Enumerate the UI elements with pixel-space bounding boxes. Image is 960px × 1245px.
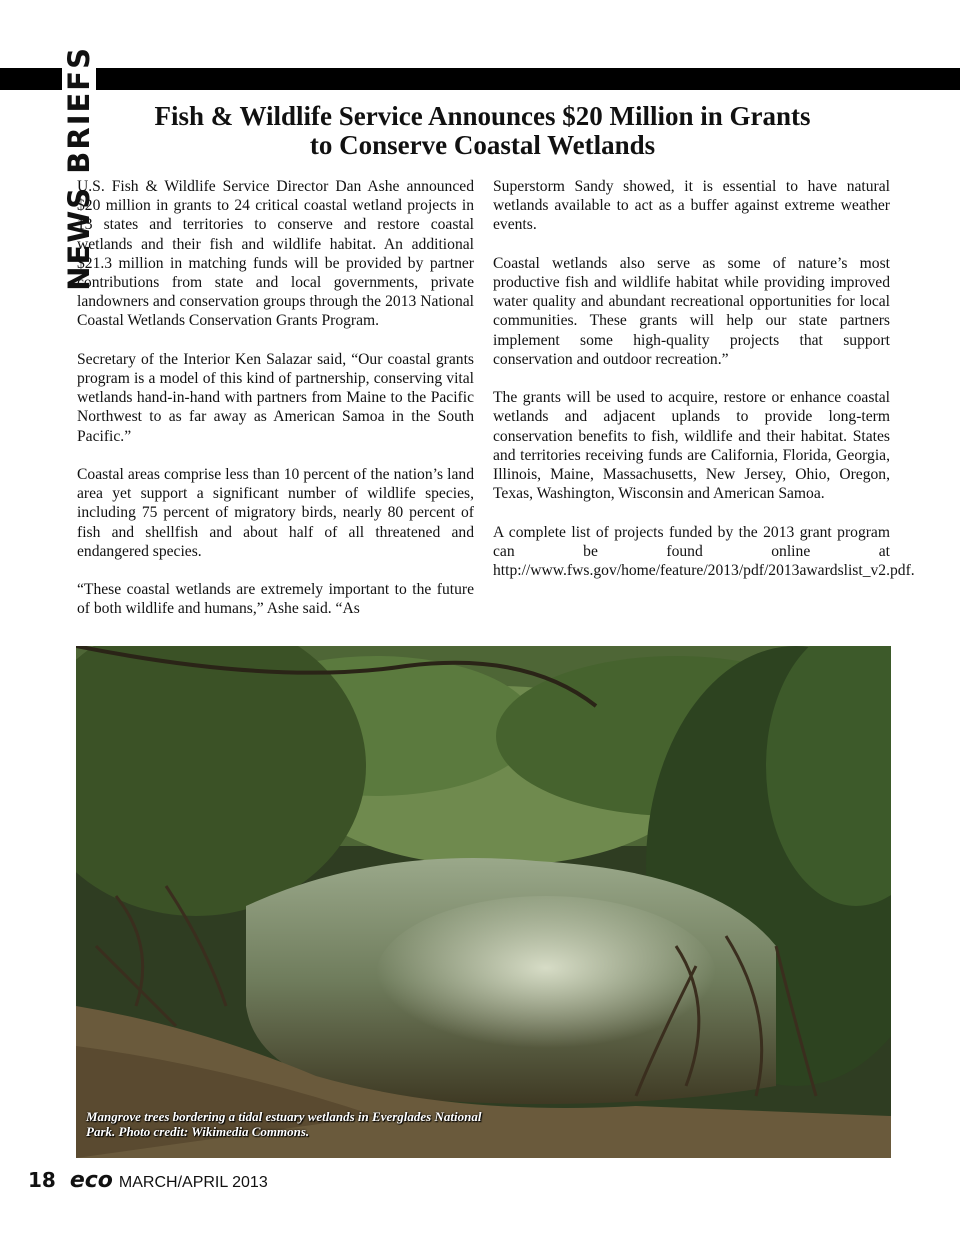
header-rule-bar [0, 68, 960, 90]
headline-line-2: to Conserve Coastal Wetlands [309, 130, 656, 160]
article-headline [110, 102, 855, 160]
paragraph: Secretary of the Interior Ken Salazar said, “Our coastal grants program is a model of this kind of partnership, conserving vital wetlands hand-in-hand with partners from Maine to the Pacific Northwest to as far away as American Samoa in the South Pacific.” [77, 350, 474, 445]
photo-caption: Mangrove trees bordering a tidal estuary wetlands in Everglades National Park. Photo credit: Wikimedia Commons. [86, 1109, 482, 1139]
headline-line-1: Fish & Wildlife Service Announces $20 Million in Grants [154, 101, 811, 131]
paragraph: Coastal areas comprise less than 10 percent of the nation’s land area yet support a significant number of wildlife species, including 75 percent of migratory birds, nearly 80 percent of fish and shellfish and about half of all threatened and endangered species. [77, 466, 474, 560]
paragraph: Superstorm Sandy showed, it is essential to have natural wetlands available to act as a buffer against extreme weather events. [493, 178, 890, 234]
page-footer [28, 1168, 268, 1196]
paragraph: U.S. Fish & Wildlife Service Director Dan Ashe announced $20 million in grants to 24 critical coastal wetland projects in 13 states and territories to conserve and restore coastal wetlands and their fish and wildlife habitat. An additional $21.3 million in matching funds will be provided by partner contributions from state and local governments, private landowners and conservation groups through the 2013 National Coastal Wetlands Conservation Grants Program. [77, 178, 474, 330]
section-label: NEWS BRIEFS [62, 40, 96, 320]
paragraph: The grants will be used to acquire, restore or enhance coastal wetlands and adjacent uplands to provide long-term conservation benefits to fish, wildlife and their habitat. States and territories receiving funds are California, Florida, Georgia, Illinois, Maine, Massachusetts, New Jersey, Ohio, Oregon, Texas, Washington, Wisconsin and American Samoa. [493, 389, 890, 503]
mangrove-photo-illustration [76, 646, 891, 1158]
paragraph: A complete list of projects funded by the 2013 grant program can be found online at http://www.fws.gov/home/feature/2013/pdf/2013awardslist_v2.pdf. [493, 523, 915, 580]
mangrove-photo [76, 646, 891, 1158]
paragraph: Coastal wetlands also serve as some of nature’s most productive fish and wildlife habitat while providing improved water quality and abundant recreational opportunities for local communities. These grants will help our state partners implement some high-quality projects that support conservation and outdoor recreation.” [493, 254, 890, 368]
page-number: 18 [28, 1168, 56, 1192]
issue-date: MARCH/APRIL 2013 [118, 1174, 268, 1191]
paragraph: “These coastal wetlands are extremely important to the future of both wildlife and humans,” Ashe said. “As [77, 581, 474, 618]
article-column-left [77, 177, 474, 638]
article-column-right [493, 177, 915, 599]
magazine-name: eco [69, 1168, 113, 1193]
